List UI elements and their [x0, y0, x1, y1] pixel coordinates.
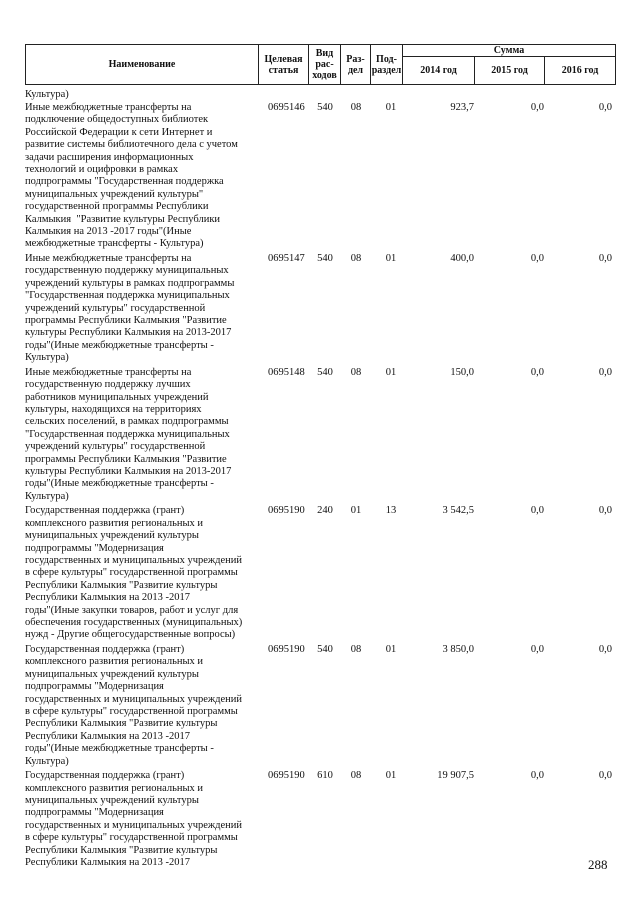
row-name-line: учреждений культуры в рамках подпрограммы: [25, 277, 235, 289]
row-name: [25, 253, 259, 365]
row-name-line: Иные межбюджетные трансферты на: [25, 366, 192, 378]
cell-sum-2016: 0,0: [598, 366, 612, 378]
cell-sum-2015: 0,0: [530, 643, 544, 655]
row-name-line: в сфере культуры" государственной программы: [25, 567, 238, 579]
cell-sum-2014: 19 907,5: [437, 770, 474, 782]
header-sum: Сумма: [403, 45, 616, 57]
header-target-article: Целевая статья: [259, 45, 309, 85]
header-year-2015: 2015 год: [475, 57, 545, 85]
row-name-line: государственных и муниципальных учреждений: [25, 693, 243, 705]
row-name-line: нужд - Другие общегосударственные вопросы): [25, 629, 236, 641]
row-name-line: Иные межбюджетные трансферты на: [25, 102, 192, 113]
cell-sum-2016: 0,0: [598, 253, 612, 264]
row-name-line: комплексного развития региональных и: [25, 517, 204, 529]
cell-sum-2014: 150,0: [450, 366, 474, 378]
row-name-line: Республики Калмыкия на 2013 -2017: [25, 730, 191, 742]
cell-expense-type: 540: [317, 366, 333, 378]
table-row: [0, 644, 640, 770]
header-year-2014: 2014 год: [403, 57, 475, 85]
row-name-line: в сфере культуры" государственной программы: [25, 832, 238, 844]
cell-sum-2015: 0,0: [530, 770, 544, 782]
row-name-line: Культура): [25, 755, 69, 767]
row-name-line: культуры Республики Калмыкия на 2013-2017: [25, 466, 232, 478]
row-name-line: Республики Калмыкия "Развитие культуры: [25, 718, 218, 730]
cell-expense-type: 540: [317, 643, 333, 655]
row-name-line: учреждений культуры" государственной: [25, 302, 206, 314]
row-name-line: Республики Калмыкия на 2013 -2017: [25, 857, 191, 869]
row-name-line: культуры, находящихся на территориях: [25, 404, 202, 416]
cell-sum-2014: 400,0: [450, 253, 474, 264]
cell-section: 08: [350, 643, 362, 655]
row-name-line: муниципальных учреждений культуры: [25, 794, 199, 806]
row-name-line: муниципальных учреждений культуры: [25, 530, 199, 542]
page-number: 288: [588, 857, 608, 872]
table-row: [0, 770, 640, 869]
row-name-line: подпрограммы "Модернизация: [25, 542, 164, 554]
row-name-line: подпрограммы "Модернизация: [25, 681, 164, 693]
header-section: Раз- дел: [341, 45, 371, 85]
cell-section: 08: [350, 366, 362, 378]
row-name-line: комплексного развития региональных и: [25, 656, 204, 668]
cell-expense-type: 610: [317, 770, 333, 782]
cell-target-article: 0695190: [268, 643, 305, 655]
cell-sum-2015: 0,0: [530, 366, 544, 378]
row-name: [25, 644, 259, 768]
row-name-line: подключение общедоступных библиотек: [25, 114, 209, 126]
row-name-line: государственных и муниципальных учреждений: [25, 819, 243, 831]
row-name-line: годы"(Иные межбюджетные трансферты -: [25, 478, 214, 490]
row-name-line: годы"(Иные межбюджетные трансферты -: [25, 339, 214, 351]
row-name: [25, 102, 259, 251]
row-name-line: муниципальных учреждений культуры: [25, 668, 199, 680]
row-name-line: годы"(Иные закупки товаров, работ и услуг для: [25, 604, 239, 616]
row-name-line: "Государственная поддержка муниципальных: [25, 428, 230, 440]
row-name-line: государственной программы Республики: [25, 201, 209, 213]
table-row: [0, 253, 640, 367]
table-body: [0, 89, 640, 869]
cell-target-article: 0695147: [268, 253, 305, 264]
cell-sum-2016: 0,0: [598, 643, 612, 655]
table-header: [25, 44, 616, 85]
cell-sum-2015: 0,0: [530, 505, 544, 517]
cell-expense-type: 540: [317, 253, 333, 264]
row-name-line: государственную поддержку муниципальных: [25, 265, 229, 277]
row-name-line: Республики Калмыкия "Развитие культуры: [25, 579, 218, 591]
cell-sum-2015: 0,0: [530, 253, 544, 264]
cell-subsection: 01: [385, 253, 397, 264]
cell-subsection: 01: [385, 643, 397, 655]
cell-section: 01: [350, 505, 362, 517]
row-name-line: Иные межбюджетные трансферты на: [25, 253, 192, 264]
cell-expense-type: 540: [317, 102, 333, 113]
cell-sum-2014: 3 542,5: [442, 505, 474, 517]
cell-target-article: 0695148: [268, 366, 305, 378]
cell-section: 08: [350, 770, 362, 782]
row-name-line: Калмыкия на 2013 -2017 годы"(Иные: [25, 226, 192, 238]
cell-section: 08: [350, 102, 362, 113]
row-name-line: развитие системы библиотечного дела с учетом: [25, 139, 238, 151]
cell-target-article: 0695190: [268, 770, 305, 782]
header-expense-type: Вид рас- ходов: [309, 45, 341, 85]
header-name: Наименование: [26, 45, 259, 85]
table-row: [0, 367, 640, 506]
row-name-continuation: Культура): [25, 89, 69, 100]
row-name-line: Государственная поддержка (грант): [25, 643, 185, 655]
row-name-line: Государственная поддержка (грант): [25, 770, 185, 782]
cell-sum-2014: 3 850,0: [442, 643, 474, 655]
cell-subsection: 13: [385, 505, 397, 517]
row-name-line: Культура): [25, 490, 69, 502]
cell-target-article: 0695190: [268, 505, 305, 517]
cell-sum-2016: 0,0: [598, 102, 612, 113]
row-name-line: государственных и муниципальных учреждений: [25, 555, 243, 567]
row-name-line: Государственная поддержка (грант): [25, 505, 185, 517]
cell-subsection: 01: [385, 366, 397, 378]
row-name-line: межбюджетные трансферты - Культура): [25, 238, 204, 250]
cell-sum-2015: 0,0: [530, 102, 544, 113]
row-name: [25, 770, 259, 869]
row-name-line: программы Республики Калмыкия "Развитие: [25, 315, 227, 327]
cell-subsection: 01: [385, 770, 397, 782]
row-name-line: комплексного развития региональных и: [25, 782, 204, 794]
row-name-line: подпрограммы "Государственная поддержка: [25, 176, 224, 188]
row-name-line: задачи расширения информационных: [25, 151, 194, 163]
row-name-line: Калмыкия "Развитие культуры Республики: [25, 213, 221, 225]
header-subsection: Под- раздел: [371, 45, 403, 85]
row-name-line: Республики Калмыкия "Развитие культуры: [25, 844, 218, 856]
row-name-line: муниципальных учреждений культуры": [25, 188, 204, 200]
row-name-line: государственную поддержку лучших: [25, 379, 191, 391]
row-name: [25, 367, 259, 503]
row-name-line: Республики Калмыкия на 2013 -2017: [25, 592, 191, 604]
row-name-line: в сфере культуры" государственной программы: [25, 706, 238, 718]
cell-sum-2016: 0,0: [598, 770, 612, 782]
row-name-line: работников муниципальных учреждений: [25, 391, 209, 403]
row-name-line: обеспечения государственных (муниципальных): [25, 617, 243, 629]
cell-subsection: 01: [385, 102, 397, 113]
row-name-line: Российской Федерации к сети Интернет и: [25, 126, 213, 138]
row-name-line: "Государственная поддержка муниципальных: [25, 290, 230, 302]
cell-section: 08: [350, 253, 362, 264]
cell-sum-2016: 0,0: [598, 505, 612, 517]
row-name-line: технологий и оцифровки в рамках: [25, 164, 179, 176]
cell-target-article: 0695146: [268, 102, 305, 113]
row-name-line: учреждений культуры" государственной: [25, 441, 206, 453]
table-row-continuation: [0, 89, 640, 102]
cell-expense-type: 240: [317, 505, 333, 517]
row-name-line: программы Республики Калмыкия "Развитие: [25, 453, 227, 465]
row-name-line: Культура): [25, 352, 69, 364]
row-name: [25, 505, 259, 641]
row-name-line: годы"(Иные межбюджетные трансферты -: [25, 743, 214, 755]
table-row: [0, 505, 640, 644]
row-name-line: культуры Республики Калмыкия на 2013-2017: [25, 327, 232, 339]
row-name-line: сельских поселений, в рамках подпрограммы: [25, 416, 229, 428]
table-row: [0, 102, 640, 253]
header-year-2016: 2016 год: [545, 57, 616, 85]
row-name-line: подпрограммы "Модернизация: [25, 807, 164, 819]
cell-sum-2014: 923,7: [450, 102, 474, 113]
